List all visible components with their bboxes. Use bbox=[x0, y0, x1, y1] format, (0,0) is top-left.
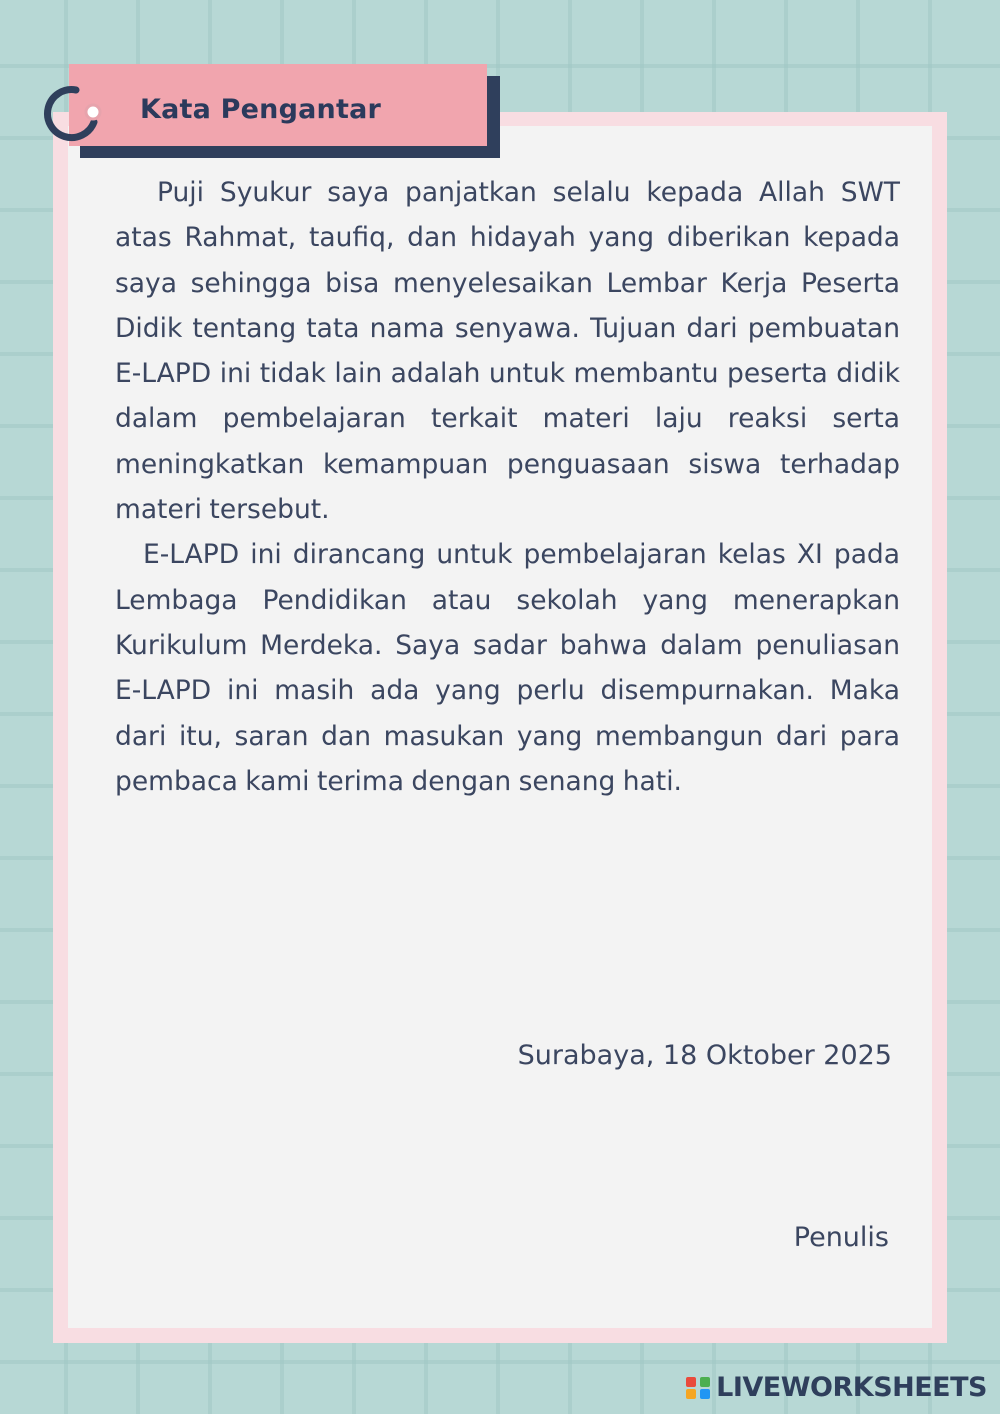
liveworksheets-brand[interactable] bbox=[686, 1368, 987, 1408]
liveworksheets-logo-icon bbox=[686, 1377, 696, 1399]
place-date: Surabaya, 18 Oktober 2025 bbox=[517, 1040, 892, 1071]
liveworksheets-logo-icon bbox=[700, 1377, 710, 1399]
author-signature: Penulis bbox=[793, 1222, 889, 1253]
ring-icon bbox=[36, 80, 106, 142]
preface-paragraph-1: Puji Syukur saya panjatkan selalu kepada Allah SWT atas Rahmat, taufiq, dan hidayah yang diberikan kepada saya sehingga bisa menyelesaikan Lembar Kerja Peserta Didik tentang tata nama senyawa. Tujuan dari pembuatan E-LAPD ini tidak lain adalah untuk membantu peserta didik dalam pembelajaran terkait materi laju reaksi serta meningkatkan kemampuan penguasaan siswa terhadap materi tersebut. bbox=[115, 177, 900, 526]
preface-body bbox=[115, 170, 900, 804]
preface-paragraph-2: E-LAPD ini dirancang untuk pembelajaran kelas XI pada Lembaga Pendidikan atau sekolah yang menerapkan Kurikulum Merdeka. Saya sadar bahwa dalam penuliasan E-LAPD ini masih ada yang perlu disempurnakan. Maka dari itu, saran dan masukan yang membangun dari para pembaca kami terima dengan senang hati. bbox=[115, 539, 900, 797]
brand-name: LIVEWORKSHEETS bbox=[716, 1372, 987, 1403]
page-title: Kata Pengantar bbox=[140, 94, 382, 125]
